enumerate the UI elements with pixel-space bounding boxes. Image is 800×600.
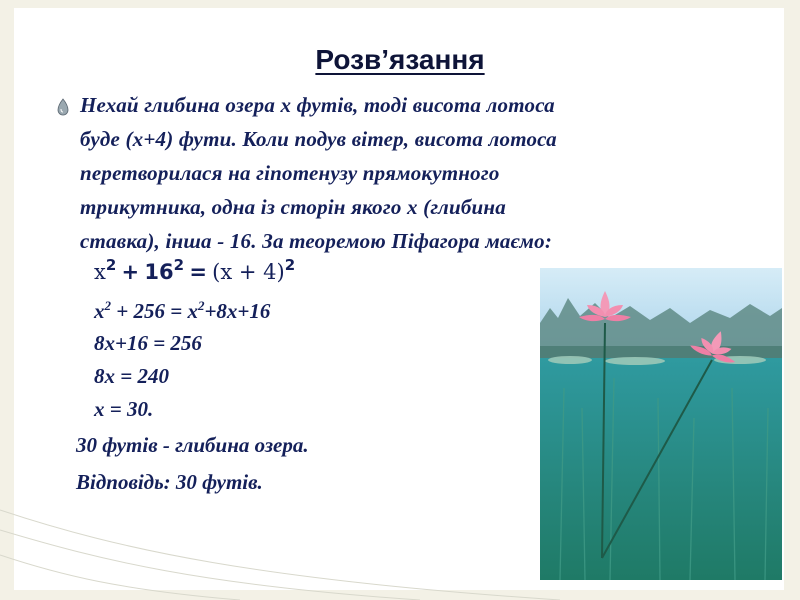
problem-line: трикутника, одна із сторін якого х (глибина (80, 195, 506, 219)
formula-eq: = (189, 260, 207, 284)
problem-text (80, 88, 770, 258)
pythagoras-formula (94, 256, 295, 285)
problem-line: буде (х+4) фути. Коли подув вітер, висота лотоса (80, 127, 557, 151)
answer-text: Відповідь: 30 футів. (76, 470, 263, 494)
step-line-4: x = 30. (94, 397, 154, 421)
formula-exp: 2 (105, 256, 117, 274)
decorative-corner-lines (0, 500, 800, 600)
formula-x: x (94, 260, 106, 284)
formula-16: 16 (144, 260, 174, 284)
step-line-3: 8x = 240 (94, 364, 169, 388)
formula-plus: + (121, 260, 140, 284)
problem-line: перетворилася на гіпотенузу прямокутного (80, 161, 500, 185)
step-line-1: $x^2 + 256 = x^2+8x+16$ (94, 298, 271, 323)
slide-title: Розв’язання (315, 44, 485, 75)
formula-rhs: (x + 4) (212, 260, 285, 284)
bullet-icon (56, 98, 70, 116)
problem-line: ставка), інша - 16. За теоремою Піфагора маємо: (80, 229, 553, 253)
problem-line: Нехай глибина озера х футів, тоді висота лотоса (80, 93, 555, 117)
formula-exp: 2 (284, 256, 296, 274)
step-line-2: 8x+16 = 256 (94, 331, 202, 355)
formula-exp: 2 (173, 256, 185, 274)
conclusion-text: 30 футів - глибина озера. (76, 433, 309, 457)
